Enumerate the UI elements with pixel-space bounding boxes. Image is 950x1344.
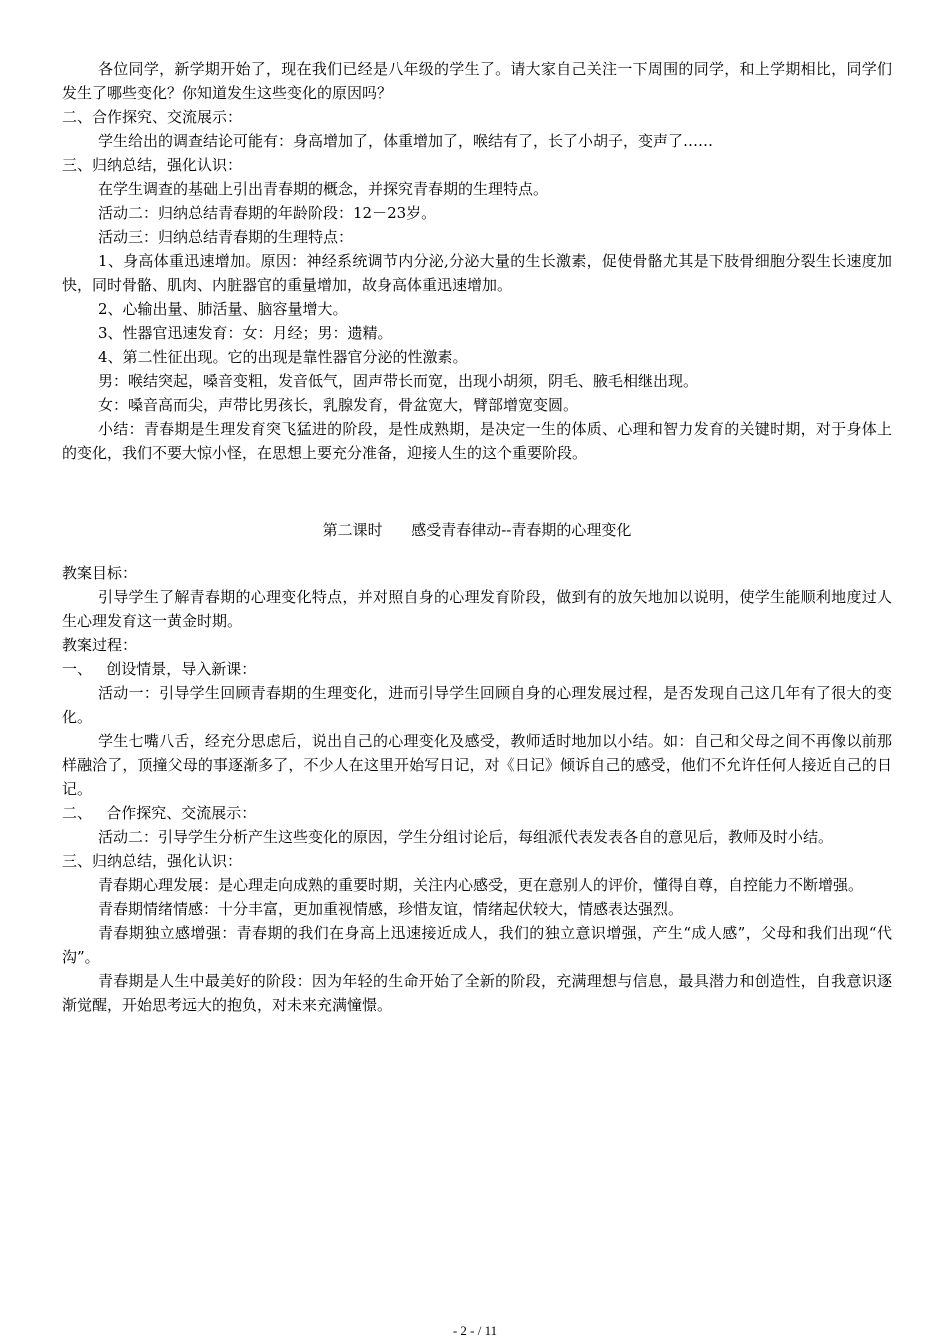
section-heading-1: 一、 创设情景，导入新课： <box>62 660 257 678</box>
survey-conclusion: 学生给出的调查结论可能有：身高增加了，体重增加了，喉结有了，长了小胡子，变声了…… <box>98 132 714 150</box>
paragraph: 青春期是人生中最美好的阶段：因为年轻的生命开始了全新的阶段，充满理想与信息，最具潜力和创造性，自我意识逐渐觉醒，开始思考远大的抱负，对未来充满憧憬。 <box>62 972 892 1014</box>
intro-paragraph: 各位同学，新学期开始了，现在我们已经是八年级的学生了。请大家自己关注一下周围的同学，和上学期相比，同学们发生了哪些变化？你知道发生这些变化的原因吗？ <box>62 60 892 102</box>
page-number: - 2 - / 11 <box>452 1323 498 1338</box>
activity-2: 活动二：引导学生分析产生这些变化的原因，学生分组讨论后，每组派代表发表各自的意见后，教师及时小结。 <box>98 828 834 846</box>
lesson-title: 第二课时 感受青春律动--青春期的心理变化 <box>322 521 632 539</box>
objectives-paragraph: 引导学生了解青春期的心理变化特点，并对照自身的心理发育阶段，做到有的放矢地加以说明，使学生能顺利地度过人生心理发育这一黄金时期。 <box>62 588 892 630</box>
section-heading-2: 二、 合作探究、交流展示： <box>62 804 257 822</box>
list-item-3: 3、性器官迅速发育：女：月经；男：遗精。 <box>98 324 393 342</box>
list-item-1: 1、身高体重迅速增加。原因：神经系统调节内分泌,分泌大量的生长激素，促使骨骼尤其是下肢骨细胞分裂生长速度加快，同时骨骼、肌肉、内脏器官的重量增加，故身高体重迅速增加。 <box>62 252 892 294</box>
paragraph: 学生七嘴八舌，经充分思虑后，说出自己的心理变化及感受，教师适时地加以小结。如：自己和父母之间不再像以前那样融洽了，顶撞父母的事逐渐多了，不少人在这里开始写日记，对《日记》倾诉自己的感受，他们不允许任何人接近自己的日记。 <box>62 732 892 798</box>
section-heading-2: 二、合作探究、交流展示： <box>62 108 243 126</box>
list-item-2: 2、心输出量、肺活量、脑容量增大。 <box>98 300 348 318</box>
paragraph: 青春期情绪情感：十分丰富，更加重视情感，珍惜友谊，情绪起伏较大，情感表达强烈。 <box>98 900 684 918</box>
female-traits: 女：嗓音高而尖，声带比男孩长，乳腺发育，骨盆宽大，臂部增宽变圆。 <box>98 396 579 414</box>
activity-3: 活动三：归纳总结青春期的生理特点： <box>98 228 354 246</box>
objectives-heading: 教案目标： <box>62 564 138 582</box>
list-item-4: 4、第二性征出现。它的出现是靠性器官分泌的性激素。 <box>98 348 468 366</box>
section-heading-3: 三、归纳总结，强化认识： <box>62 852 243 870</box>
paragraph: 青春期心理发展：是心理走向成熟的重要时期，关注内心感受，更在意别人的评价，懂得自尊，自控能力不断增强。 <box>98 876 864 894</box>
process-heading: 教案过程： <box>62 636 138 654</box>
section-heading-3: 三、归纳总结，强化认识： <box>62 156 243 174</box>
male-traits: 男：喉结突起，嗓音变粗，发音低气，固声带长而宽，出现小胡须，阴毛、腋毛相继出现。 <box>98 372 699 390</box>
document-body <box>62 57 892 1017</box>
activity-1: 活动一：引导学生回顾青春期的生理变化，进而引导学生回顾自身的心理发展过程，是否发现自己这几年有了很大的变化。 <box>62 684 892 726</box>
paragraph: 青春期独立感增强：青春期的我们在身高上迅速接近成人，我们的独立意识增强，产生“成人感”，父母和我们出现“代沟”。 <box>62 924 892 966</box>
paragraph: 在学生调查的基础上引出青春期的概念，并探究青春期的生理特点。 <box>98 180 549 198</box>
summary-paragraph: 小结：青春期是生理发育突飞猛进的阶段，是性成熟期，是决定一生的体质、心理和智力发育的关键时期，对于身体上的变化，我们不要大惊小怪，在思想上要充分准备，迎接人生的这个重要阶段。 <box>62 420 892 462</box>
activity-2: 活动二：归纳总结青春期的年龄阶段：12－23岁。 <box>98 204 437 222</box>
